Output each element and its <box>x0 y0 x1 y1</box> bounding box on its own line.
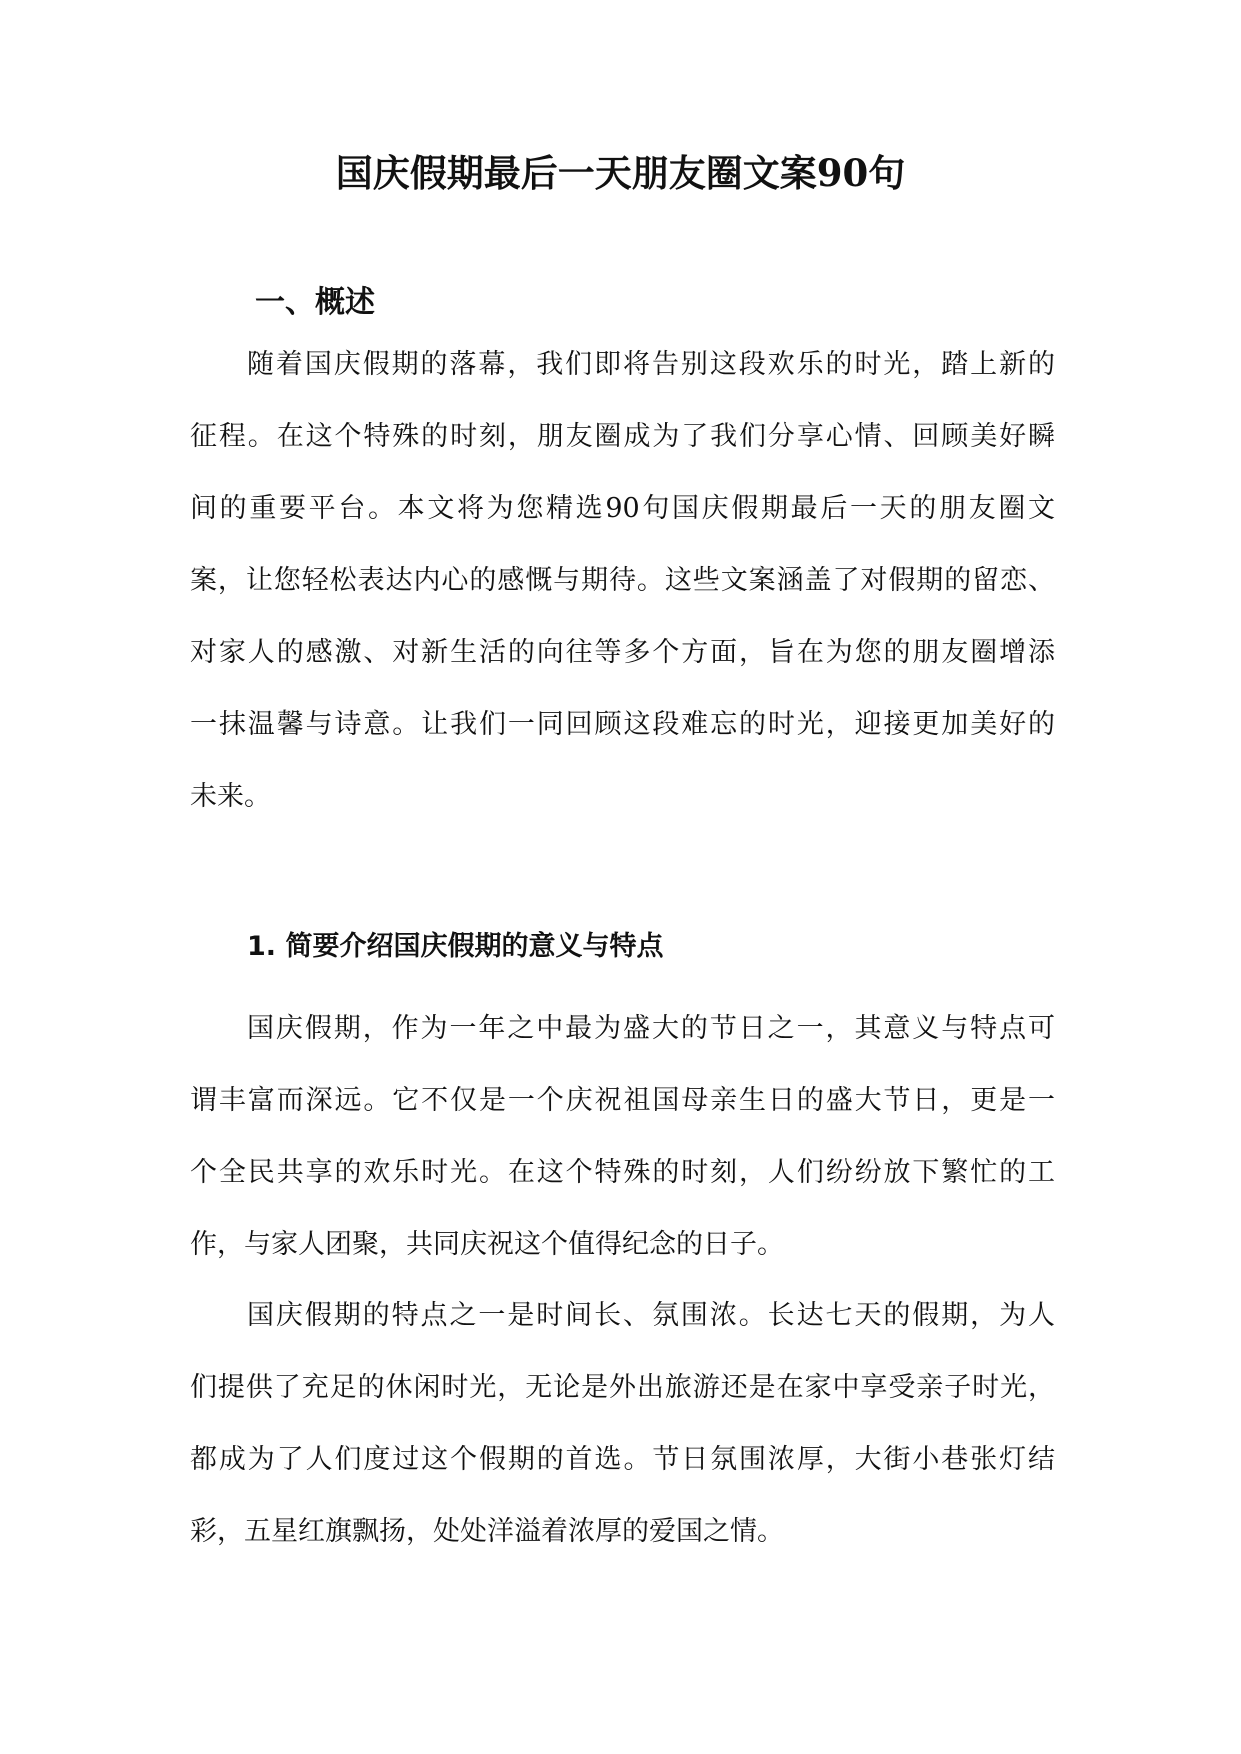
document-title: 国庆假期最后一天朋友圈文案90句 <box>335 151 906 195</box>
paragraph-line: 征程。在这个特殊的时刻，朋友圈成为了我们分享心情、回顾美好瞬 <box>190 421 1055 452</box>
paragraph-line: 彩，五星红旗飘扬，处处洋溢着浓厚的爱国之情。 <box>190 1516 784 1547</box>
paragraph-intro-2 <box>190 1280 1055 1568</box>
paragraph-line: 对家人的感激、对新生活的向往等多个方面，旨在为您的朋友圈增添 <box>190 637 1055 668</box>
paragraph-line: 谓丰富而深远。它不仅是一个庆祝祖国母亲生日的盛大节日，更是一 <box>190 1085 1055 1116</box>
paragraph-line: 未来。 <box>190 781 271 812</box>
paragraph-intro-1 <box>190 993 1055 1281</box>
section-heading-overview: 一、概述 <box>255 285 375 320</box>
paragraph-line: 个全民共享的欢乐时光。在这个特殊的时刻，人们纷纷放下繁忙的工 <box>190 1157 1055 1188</box>
subsection-heading-intro: 1. 简要介绍国庆假期的意义与特点 <box>247 931 664 962</box>
paragraph-line: 国庆假期，作为一年之中最为盛大的节日之一，其意义与特点可 <box>247 1013 1055 1044</box>
paragraph-line: 作，与家人团聚，共同庆祝这个值得纪念的日子。 <box>190 1229 784 1260</box>
paragraph-line: 间的重要平台。本文将为您精选90句国庆假期最后一天的朋友圈文 <box>190 493 1055 524</box>
paragraph-line: 都成为了人们度过这个假期的首选。节日氛围浓厚，大街小巷张灯结 <box>190 1444 1055 1475</box>
paragraph-line: 国庆假期的特点之一是时间长、氛围浓。长达七天的假期，为人 <box>247 1300 1055 1331</box>
paragraph-line: 案，让您轻松表达内心的感慨与期待。这些文案涵盖了对假期的留恋、 <box>190 565 1055 596</box>
paragraph-line: 们提供了充足的休闲时光，无论是外出旅游还是在家中享受亲子时光， <box>190 1372 1055 1403</box>
paragraph-line: 一抹温馨与诗意。让我们一同回顾这段难忘的时光，迎接更加美好的 <box>190 709 1055 740</box>
paragraph-overview <box>190 329 1055 833</box>
paragraph-line: 随着国庆假期的落幕，我们即将告别这段欢乐的时光，踏上新的 <box>247 349 1055 380</box>
